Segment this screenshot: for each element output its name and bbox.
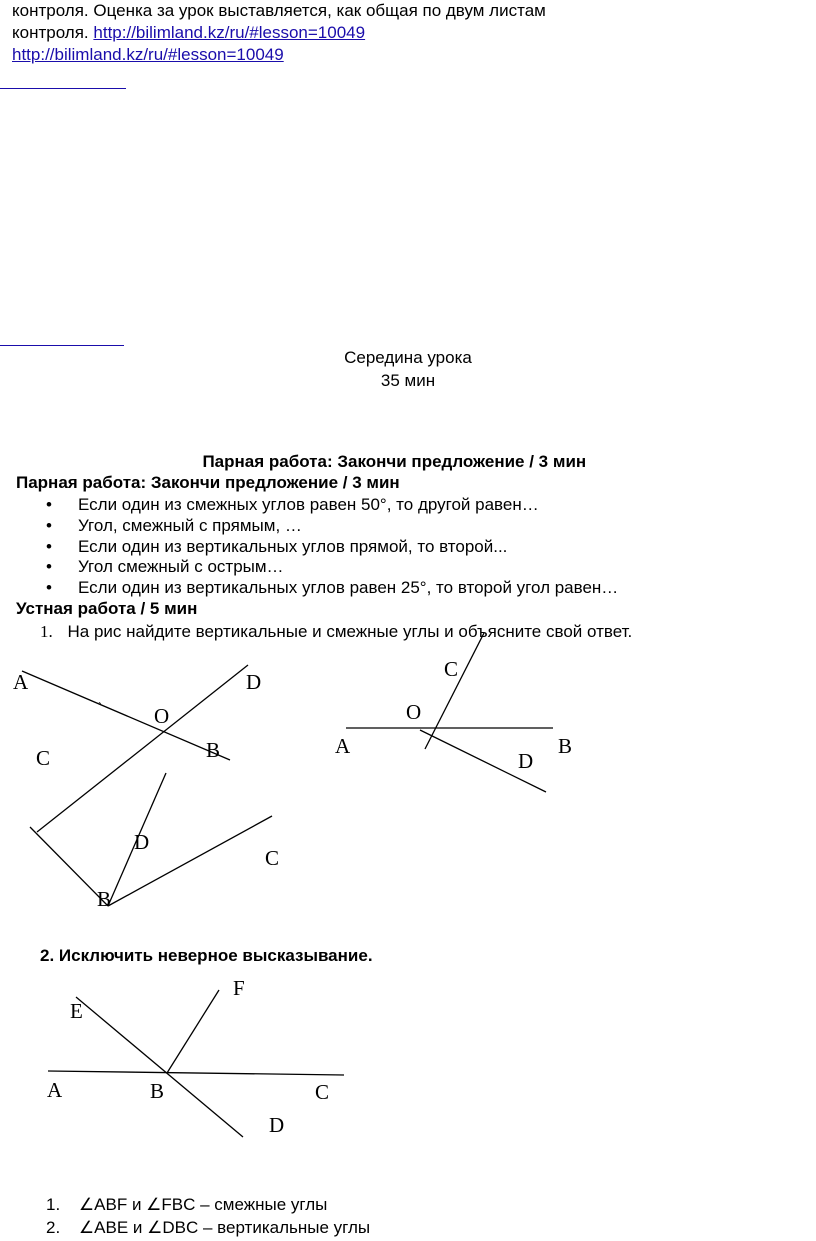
lesson-link-1[interactable]: http://bilimland.kz/ru/#lesson=10049 xyxy=(93,23,366,42)
statement-text: ∠ABF и ∠FBC – смежные углы xyxy=(78,1195,328,1214)
bullet-icon: • xyxy=(46,537,52,556)
intro-line-1: контроля. Оценка за урок выставляется, как общая по двум листам xyxy=(12,1,546,20)
figure2-label-a: A xyxy=(335,734,351,758)
statement-2 xyxy=(46,1218,370,1238)
section-title: Середина урока xyxy=(344,348,472,367)
list-item-text: Если один из вертикальных углов равен 25°, то второй угол равен… xyxy=(78,578,619,597)
list-item-text: Угол, смежный с прямым, … xyxy=(78,516,302,535)
task-1-number: 1. xyxy=(40,622,53,641)
figure1-line-ab xyxy=(22,671,230,760)
figure3-label-b: B xyxy=(97,887,112,911)
figure2-label-b: B xyxy=(558,734,573,758)
intro-line-2-prefix: контроля. xyxy=(12,23,89,42)
bullet-icon: • xyxy=(46,578,52,597)
list-item-text: Если один из смежных углов равен 50°, то другой равен… xyxy=(78,495,539,514)
section-duration: 35 мин xyxy=(380,371,436,390)
task-2-heading: 2. Исключить неверное высказывание. xyxy=(40,946,373,965)
figure4-ray-bf xyxy=(167,990,219,1073)
figure4-line-ac xyxy=(48,1071,344,1075)
figure2-line-co xyxy=(425,633,484,749)
figure2-label-d: D xyxy=(518,749,534,773)
figure4-label-b: B xyxy=(150,1079,165,1103)
statement-number: 1. xyxy=(46,1195,61,1214)
lesson-link-2[interactable]: http://bilimland.kz/ru/#lesson=10049 xyxy=(12,45,284,64)
bullet-icon: • xyxy=(46,516,52,535)
pair-work-heading-centered-text: Парная работа: Закончи предложение / 3 мин xyxy=(202,452,587,471)
figure1-label-o: O xyxy=(154,704,170,728)
list-item-text: Если один из вертикальных углов прямой, то второй... xyxy=(78,537,508,556)
figure3-label-c: C xyxy=(265,846,280,870)
figure2-label-o: O xyxy=(406,700,422,724)
statement-number: 2. xyxy=(46,1218,61,1237)
figure1-label-c: C xyxy=(36,746,51,770)
figure4-label-c: C xyxy=(315,1080,330,1104)
bullet-icon: • xyxy=(46,495,52,514)
oral-work-heading: Устная работа / 5 мин xyxy=(16,599,198,618)
list-item-text: Угол смежный с острым… xyxy=(78,557,284,576)
figure1-label-b: B xyxy=(206,738,221,762)
figure3-label-d: D xyxy=(134,830,150,854)
figure1-label-a: A xyxy=(13,670,29,694)
figure4-label-f: F xyxy=(233,976,245,1000)
bullet-icon: • xyxy=(46,557,52,576)
figure1-label-d: D xyxy=(246,670,262,694)
pair-work-heading: Парная работа: Закончи предложение / 3 мин xyxy=(16,473,400,492)
figure3-ray-bc xyxy=(108,816,272,906)
figure4-label-d: D xyxy=(269,1113,285,1137)
figure4-label-a: A xyxy=(47,1078,63,1102)
figure2-label-c: C xyxy=(444,657,459,681)
statement-1 xyxy=(46,1195,327,1215)
figure4-label-e: E xyxy=(70,999,83,1023)
figure4-line-ed xyxy=(76,997,243,1137)
figure1-tick: ` xyxy=(98,700,102,714)
task-1-text: На рис найдите вертикальные и смежные углы и объясните свой ответ. xyxy=(67,622,633,641)
statement-text: ∠ABE и ∠DBC – вертикальные углы xyxy=(78,1218,371,1237)
